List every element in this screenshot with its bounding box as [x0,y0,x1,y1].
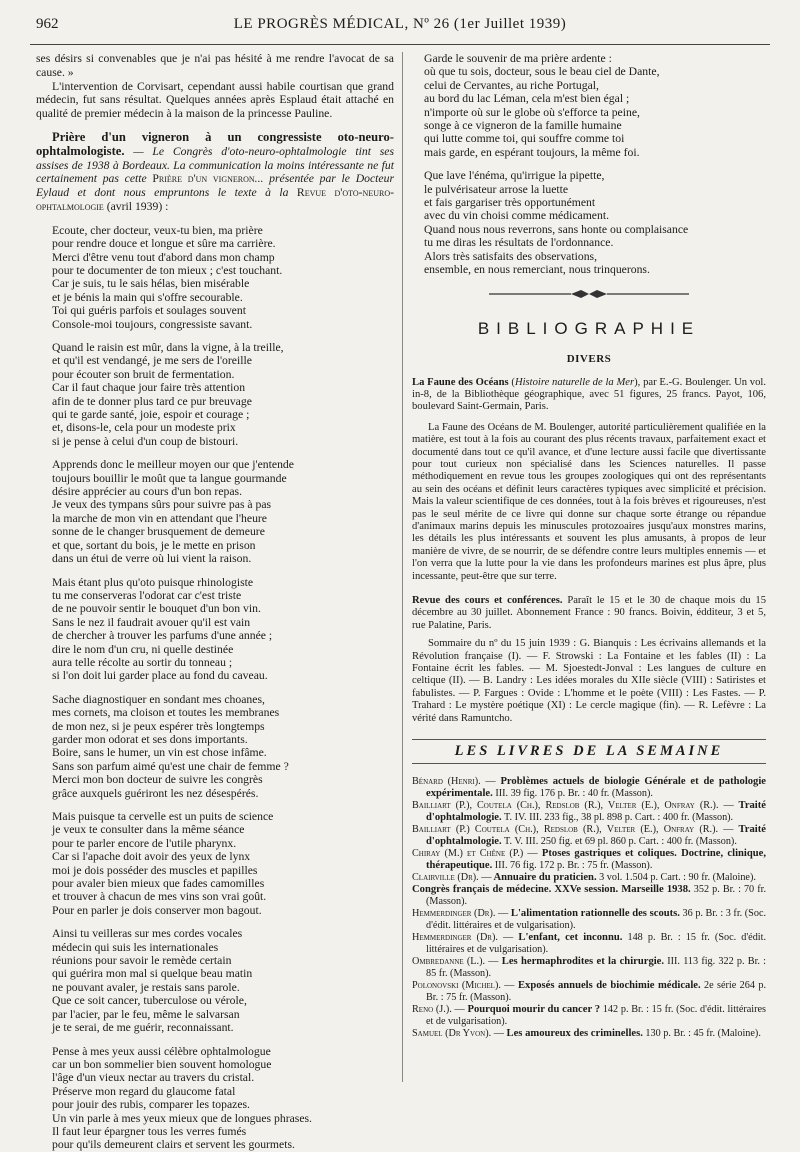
book-title: Pourquoi mourir du cancer ? [464,1004,601,1016]
book-entry [412,884,766,908]
book-reference: 142 p. Br. : 15 fr. (Soc. d'édit. littéraires et de vulgarisation). [426,1004,767,1028]
poem-line: Alors très satisfaits des observations, [424,249,598,263]
book-title: Les amoureux des criminelles. [503,1028,643,1040]
section-smallcaps-1: Prière d'un vigneron [152,172,255,186]
poem-line: pour te documenter de ton mieux ; c'est touchant. [52,263,283,277]
poem-line: et qu'il est vendangé, je me sers de l'oreille [52,354,252,368]
revue-text: Paraît le 15 et le 30 de chaque mois du 15 décembre au 30 juillet. Abonnement France : 90 francs. Boivin, édditeur, 3 et 5, rue Palatine, Paris. [412,595,766,631]
section-text-3: (avril 1939) : [103,199,169,213]
book-title: Problèmes actuels de biologie Générale et de pathologie expérimentale. [426,776,766,800]
poem-stanza [52,693,394,800]
book-title: Ptoses gastriques et coliques. Doctrine, clinique, thérapeutique. [426,848,766,872]
poem-line: et que, sortant du bois, je le mette en prison [52,538,256,552]
book-reference: III. 76 fig. 172 p. Br. : 75 fr. (Masson). [492,860,653,872]
book-title: L'enfant, cet inconnu. [513,932,623,944]
poem-line: Préserve mon regard du glaucome fatal [52,1084,236,1098]
book-author: Clairville (Dr). — [412,872,492,884]
poem-line: par l'acier, par le feu, même le salvarsan [52,1007,240,1021]
poem-line: Ecoute, cher docteur, veux-tu bien, ma prière [52,223,263,237]
section-title: Prière d'un vigneron à un congressiste oto-neuro-ophtalmologiste. [36,129,394,158]
poem-line: Ainsi tu veilleras sur mes cordes vocales [52,927,243,941]
poem-line: sonne de le changer brusquement de demeure [52,525,265,539]
poem-line: de chercher à trouver les parfums d'une année ; [52,629,273,643]
poem-line: aura telle récolte au sortir du tonneau ; [52,655,233,669]
poem-line: et, disons-le, cela pour un modeste prix [52,421,236,435]
poem-line: l'âge d'un vieux nectar au travers du cristal. [52,1071,255,1085]
intro-paragraph-1: ses désirs si convenables que je n'ai pas hésité à me rendre l'avocat de sa cause. » [36,52,394,79]
poem-line: et trouver à chacun de mes vins son vrai goût. [52,890,267,904]
book-entry [412,848,766,872]
book-title: Congrès français de médecine. XXVe session. Marseille 1938. [412,884,691,896]
poem-line: tu me diras les résultats de l'ordonnance. [424,236,614,250]
poem-line: Toi qui guéris parfois et soulages souvent [52,304,246,318]
faune-title: La Faune des Océans [412,376,509,388]
poem-line: Je veux des tympans sûrs pour suivre pas à pas [52,498,272,512]
poem-line: Mais puisque ta cervelle est un puits de science [52,810,274,824]
book-title: Les hermaphrodites et la chirurgie. [498,956,665,968]
poem-stanza [52,341,394,448]
book-reference: 2e série 264 p. Br. : 75 fr. (Masson). [426,980,766,1004]
poem-line: moi je dois posséder des muscles et papilles [52,863,258,877]
poem-stanza [52,576,394,683]
book-reference: 148 p. Br. : 15 fr. (Soc. d'édit. littéraires et de vulgarisation). [426,932,767,956]
poem-line: qui lutte comme toi, qui souffre comme toi [424,132,625,146]
divers-subheading: DIVERS [566,352,612,365]
poem-line: Sans son parfum aimé qu'est une chair de femme ? [52,759,289,773]
book-title: Traité d'ophtalmologie. [426,800,766,824]
poem-line: Garde le souvenir de ma prière ardente : [424,52,612,65]
poem-line: Que ce soit cancer, tuberculose ou vérole, [52,994,247,1008]
poem-line: Mais étant plus qu'oto puisque rhinologiste [52,575,254,589]
book-title: Annuaire du praticien. [491,872,597,884]
book-reference: 36 p. Br. : 3 fr. (Soc. d'édit. littéraires et de vulgarisation). [426,908,767,932]
poem-line: grâce auxquels guériront les nez désespérés. [52,786,259,800]
poem-line: pour qu'ils demeurent clairs et servent les gourmets. [52,1138,295,1152]
faune-entry: La Faune des Océans (Histoire naturelle de la Mer), par E.-G. Boulenger. Un vol. in-8, de la Bibliothèque géographique, avec 51 figures, 25 francs. Payot, 106, boulevard Saint-Germain, Paris. [412,376,766,413]
book-author: Chiray (M.) et Chêne (P.) — [412,848,538,860]
book-author: Hemmerdinger (Dr). — [412,932,514,944]
poem-line: pour écouter son bruit de fermentation. [52,367,235,381]
poem-line: Un vin parle à mes yeux mieux que de longues phrases. [52,1111,312,1125]
poem-line: et fais gargariser très opportunément [424,196,596,210]
poem-line: dans un étui de verre où lui vient la raison. [52,552,252,566]
poem-line: et je bénis la main qui s'offre secourable. [52,290,243,304]
poem-line: tu me conserveras l'odorat car c'est triste [52,588,242,602]
book-reference: 352 p. Br. : 70 fr. (Masson). [426,884,766,908]
poem-stanza [424,169,766,276]
intro-paragraph-2: L'intervention de Corvisart, cependant aussi habile courtisan que grand médecin, fut sans résultat. Quelques années après Esplaud était attaché en qualité de premier médecin à la maison de la princesse Pauline. [36,79,394,121]
poem-line: Car je suis, tu le sais hélas, bien misérable [52,277,250,291]
poem-line: au bord du lac Léman, cela m'est bien égal ; [424,92,630,106]
running-header [36,16,764,38]
book-author: Bailliart (P.), Coutela (Ch.), Redslob (R.), Velter (E.), Onfray (R.). — [412,800,734,812]
book-reference: 3 vol. 1.504 p. Cart. : 90 fr. (Maloine). [596,872,756,884]
poem-line: mais garde, en espérant toujours, la même foi. [424,145,640,159]
book-entry [412,1028,766,1040]
poem-line: n'importe où sur le globe où s'efforce ta peine, [424,105,640,119]
poem-line: ne pouvant avaler, je restais sans parole. [52,980,240,994]
poem-left [52,224,394,1152]
poem-line: mes cornets, ma cloison et toutes les membranes [52,706,280,720]
poem-stanza [52,1045,394,1152]
poem-line: toujours bouillir le moût que ta langue gourmande [52,471,287,485]
book-reference: T. IV. III. 233 fig., 38 pl. 898 p. Cart. : 400 fr. (Masson). [501,812,734,824]
poem-line: qui te garde santé, joie, espoir et courage ; [52,408,250,422]
book-author: Ombredanne (L.). — [412,956,499,968]
poem-stanza [52,927,394,1034]
poem-stanza [52,458,394,565]
book-author: Reno (J.). — [412,1004,465,1016]
poem-right [424,52,766,277]
livres-list [412,776,766,1040]
poem-line: garder mon odorat et ses dons importants. [52,732,248,746]
poem-line: Il faut leur épargner tous les verres fumés [52,1124,247,1138]
poem-line: Que lave l'énéma, qu'irrigue la pipette, [424,169,605,183]
poem-line: désire apprécier au cours d'un bon repas. [52,485,243,499]
section-prayer-intro [36,131,394,214]
book-entry [412,932,766,956]
poem-line: de ne pouvoir sentir le bouquet d'un bon vin. [52,602,261,616]
poem-line: Car il faut chaque jour faire très attention [52,381,246,395]
poem-line: Merci d'être venu tout d'abord dans mon champ [52,250,275,264]
faune-reference: , par E.-G. Boulenger. Un vol. in-8, de la Bibliothèque géographique, avec 51 figures, 25 francs. Payot, 106, boulevard Saint-Germain, Paris. [412,376,766,413]
poem-line: Pense à mes yeux aussi célèbre ophtalmologue [52,1044,271,1058]
left-column [36,52,394,1152]
book-reference: 130 p. Br. : 45 fr. (Maloine). [642,1028,761,1040]
livres-heading: LES LIVRES DE LA SEMAINE [412,739,766,764]
poem-line: si l'on doit lui garder place au fond du caveau. [52,669,268,683]
poem-line: si je pense à celui d'un coup de bistouri. [52,434,239,448]
book-title: Traité d'ophtalmologie. [426,824,766,848]
poem-line: Car si l'apache doit avoir des yeux de lynx [52,850,251,864]
book-entry [412,800,766,824]
ornament-divider [412,287,766,301]
book-reference: III. 39 fig. 176 p. Br. : 40 fr. (Masson). [492,788,653,800]
book-entry [412,872,766,884]
sommaire: Sommaire du nº du 15 juin 1939 : G. Bianquis : Les écrivains allemands et la Révolution française (I). — F. Strowski : La Fontaine et les fables (II) : La Fontaine écrit les fables. — M. Sjoestedt-Jonval : Les langues de culture en celtique (II). — B. Landry : Les idées morales du XIIe siècle (VIII) : Satiristes et fabulistes. — P. Fargues : Ovide : L'homme et le poète (VIII) : Les Fastes. — P. Trahard : Le mystère poétique (XI) : Le cercle magique (fin). — R. Lefèvre : La vérité dans Ramuntcho. [412,638,766,724]
book-title: Exposés annuels de biochimie médicale. [514,980,701,992]
book-reference: T. V. III. 250 fig. et 69 pl. 860 p. Cart. : 400 fr. (Masson). [501,836,737,848]
book-author: Polonovski (Michel). — [412,980,515,992]
book-author: Samuel (Dr Yvon). — [412,1028,504,1040]
poem-line: le pulvérisateur arrose la luette [424,182,569,196]
revue-entry [412,595,766,632]
running-title: LE PROGRÈS MÉDICAL, Nº 26 (1er Juillet 1939) [233,16,567,32]
poem-line: qui guérira mon mal si quelque beau matin [52,967,253,981]
poem-line: pour avaler bien mieux que fades camomilles [52,877,265,891]
poem-line: celui de Cervantes, au riche Portugal, [424,78,599,92]
section-text: — Le Congrès d'oto-neuro-ophtalmologie tint ses assises de 1938 à Bordeaux. La communication la moins intéressante ne fut certainement pas cette [36,144,394,186]
header-rule [30,44,770,45]
poem-line: dire le nom d'un cru, ni quelle destinée [52,642,234,656]
poem-line: Apprends donc le meilleur moyen our que j'entende [52,458,294,472]
poem-line: ensemble, en nous remerciant, nous trinquerons. [424,263,650,277]
book-title: L'alimentation rationnelle des scouts. [508,908,680,920]
right-column [412,52,766,1040]
ornament-icon [489,287,689,301]
poem-line: de mon nez, si je peux espérer très longtemps [52,719,265,733]
poem-line: médecin qui suis les internationales [52,940,219,954]
poem-line: Console-moi toujours, congressiste savant. [52,317,253,331]
book-entry [412,824,766,848]
poem-line: Merci mon bon docteur de suivre les congrès [52,773,263,787]
book-author: Hemmerdinger (Dr). — [412,908,509,920]
poem-line: la marche de mon vin en attendant que l'heure [52,511,267,525]
poem-line: réunions pour savoir le remède certain [52,954,232,968]
book-author: Bailliart (P.) Coutela (Ch.), Redslob (R.), Velter (E.), Onfray (R.). — [412,824,734,836]
section-text-2: ... présentée par le Docteur Eylaud et dont nous empruntons le texte à la [36,172,394,200]
section-smallcaps-2: Revue d'oto-neuro-ophtalmologie [36,186,394,213]
poem-line: je veux te consulter dans la même séance [52,823,245,837]
faune-review: La Faune des Océans de M. Boulenger, autorité particulièrement qualifiée en la matière, est tout à la fois au courant des plus récents travaux, parfaitement exact et documenté dans tout ce qu'il avance, et d'une lecture aussi facile que divertissante pour tout curieux non spécialisé dans les Sciences naturelles. Il passe méthodiquement en revue tous les groupes zoologiques qui ont des représentants au sein des océans et définit leurs caractères typiques avec simplicité et précision. Mais la valeur scientifique de ces données, tout à la fois brèves et rigoureuses, n'est pas le seul mérite de ce livre qui donne sur chaque sorte étrange ou répandue d'animaux marins depuis les minuscules protozoaires jusqu'aux monstres marins, les détails les plus intéressants et souvent les plus amusants, à propos de leur manière de vivre, de se nourrir, de se défendre contre leurs multiples ennemis — et l'on verra que la lutte pour la vie dans les profondeurs marines est plus âpre, plus incessante, peut-être que sur terre. [412,421,766,582]
poem-line: Boire, sans le humer, un vin est chose infâme. [52,746,267,760]
book-entry [412,980,766,1004]
book-reference: III. 113 fig. 322 p. Br. : 85 fr. (Masson). [426,956,766,980]
poem-line: pour rendre douce et longue et sûre ma carrière. [52,237,276,251]
poem-line: afin de te donner plus tard ce pur breuvage [52,394,252,408]
book-author: Bénard (Henri). — [412,776,496,788]
poem-line: songe à ce vigneron de la famille humaine [424,119,622,133]
poem-line: car un bon sommelier bien souvent homologue [52,1057,272,1071]
book-entry [412,956,766,980]
poem-stanza [52,810,394,917]
poem-line: Quand nous nous reverrons, sans honte ou complaisance [424,222,689,236]
book-entry [412,776,766,800]
poem-line: je te serai, de me guérir, reconnaissant. [52,1021,234,1035]
bibliography-heading: BIBLIOGRAPHIE [477,318,701,338]
faune-subtitle: Histoire naturelle de la Mer [514,376,635,388]
poem-line: Quand le raisin est mûr, dans la vigne, à la treille, [52,341,284,355]
page-number: 962 [36,16,59,32]
poem-stanza [424,52,766,159]
poem-line: Sans le nez il faudrait avouer qu'il est vain [52,615,251,629]
poem-line: pour te parler encore de l'utile pharynx. [52,836,237,850]
poem-stanza [52,224,394,331]
poem-line: avec du vin choisi comme médicament. [424,209,609,223]
book-entry [412,908,766,932]
poem-line: pour jouir des rubis, comparer les topazes. [52,1098,250,1112]
poem-line: Sache diagnostiquer en sondant mes choanes, [52,692,265,706]
revue-title: Revue des cours et conférences. [412,595,563,606]
poem-line: Pour en parler je dois conserver mon bagout. [52,903,262,917]
poem-line: où que tu sois, docteur, sous le beau ciel de Dante, [424,65,660,79]
book-entry [412,1004,766,1028]
column-divider [402,52,403,1082]
